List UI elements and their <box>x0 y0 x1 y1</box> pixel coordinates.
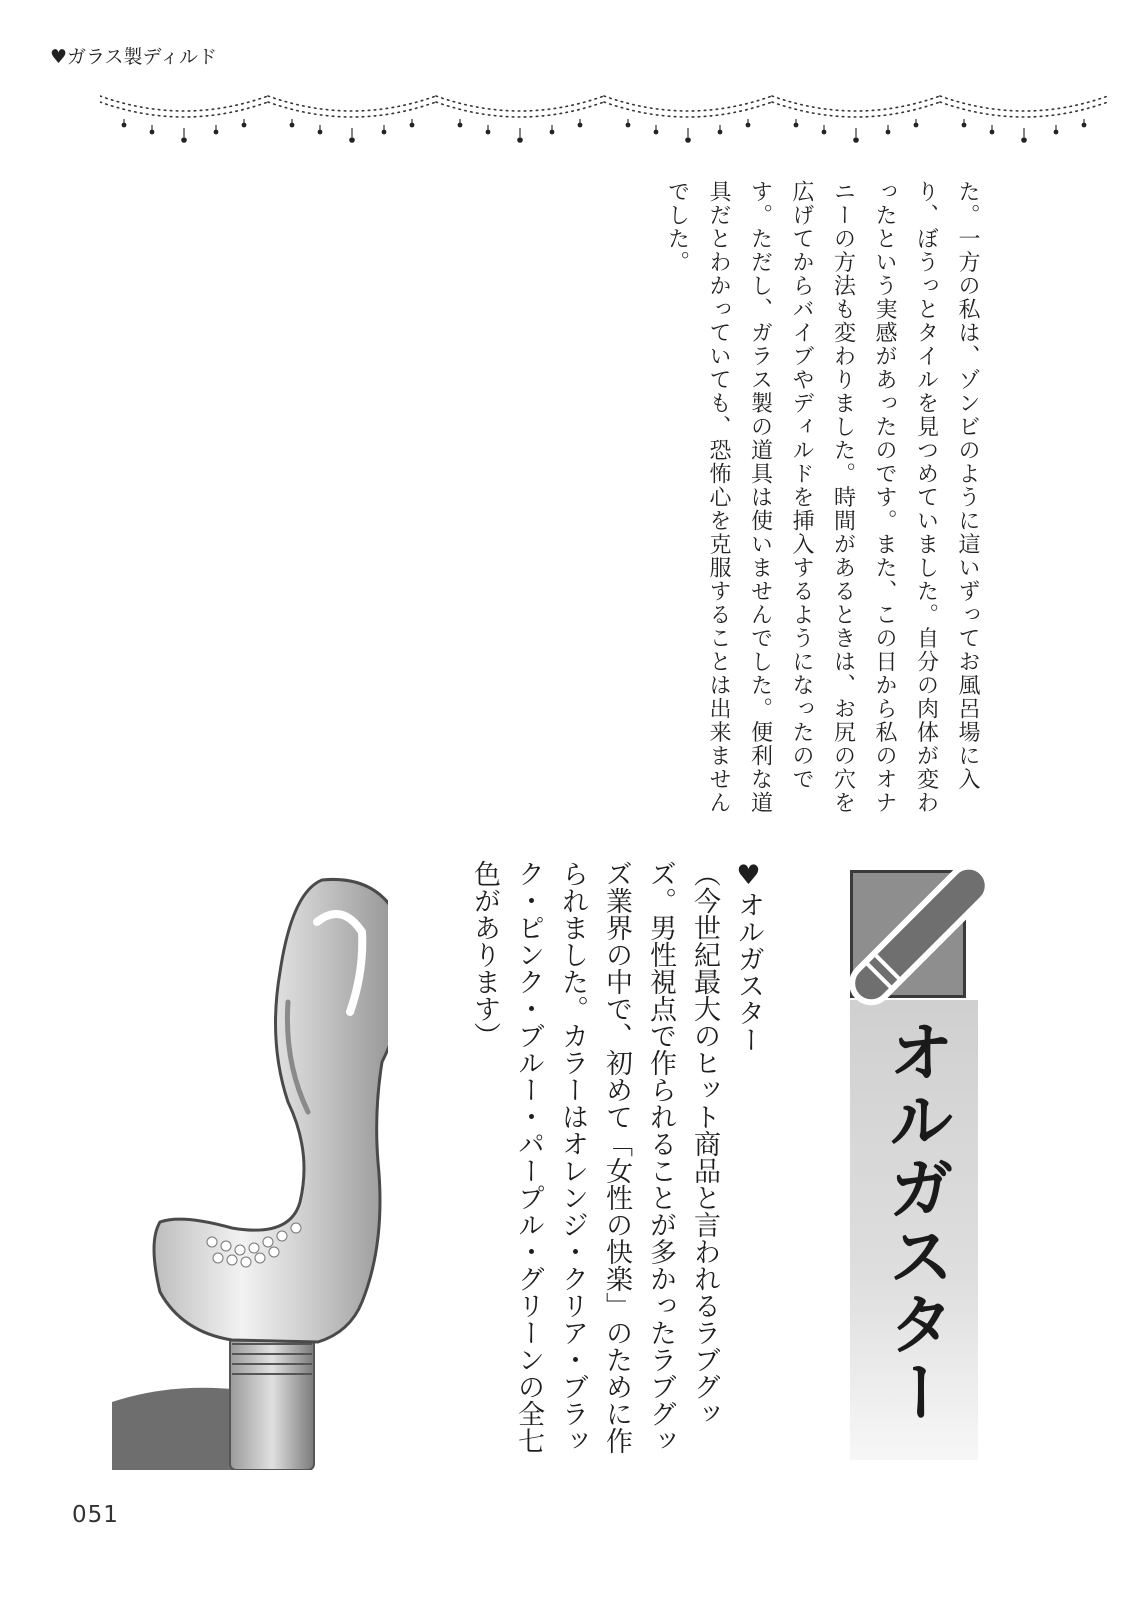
feature-title: オルガスター <box>877 1018 954 1426</box>
garland-ornament <box>100 88 1110 152</box>
product-photo-illustration <box>112 862 388 1470</box>
product-photo <box>112 862 388 1470</box>
section-header: ♥ガラス製ディルド <box>50 46 217 68</box>
toy-icon <box>835 858 995 1018</box>
body-text: た。一方の私は、ゾンビのように這いずってお風呂場に入り、ぼうっとタイルを見つめていました。自分の肉体が変わったという実感があったのです。また、この日から私のオナニーの方法も変わりました。時間があるときは、お尻の穴を広げてからバイブやディルドを挿入するようになったのです。ただし、ガラス製の道具は使いませんでした。便利な道具だとわかっていても、恐怖心を克服することは出来ませんでした。 <box>664 180 980 815</box>
caption-text: （今世紀最大のヒット商品と言われるラブグッズ。男性視点で作られることが多かったラブグッズ業界の中で、初めて「女性の快楽」のために作られました。カラーはオレンジ・クリア・ブラック・ピンク・ブルー・パープル・グリーンの全七色があります） <box>469 860 720 1454</box>
product-caption <box>469 860 770 1480</box>
caption-title: ♥オルガスター <box>733 860 764 1053</box>
page-number: 051 <box>72 1502 119 1528</box>
